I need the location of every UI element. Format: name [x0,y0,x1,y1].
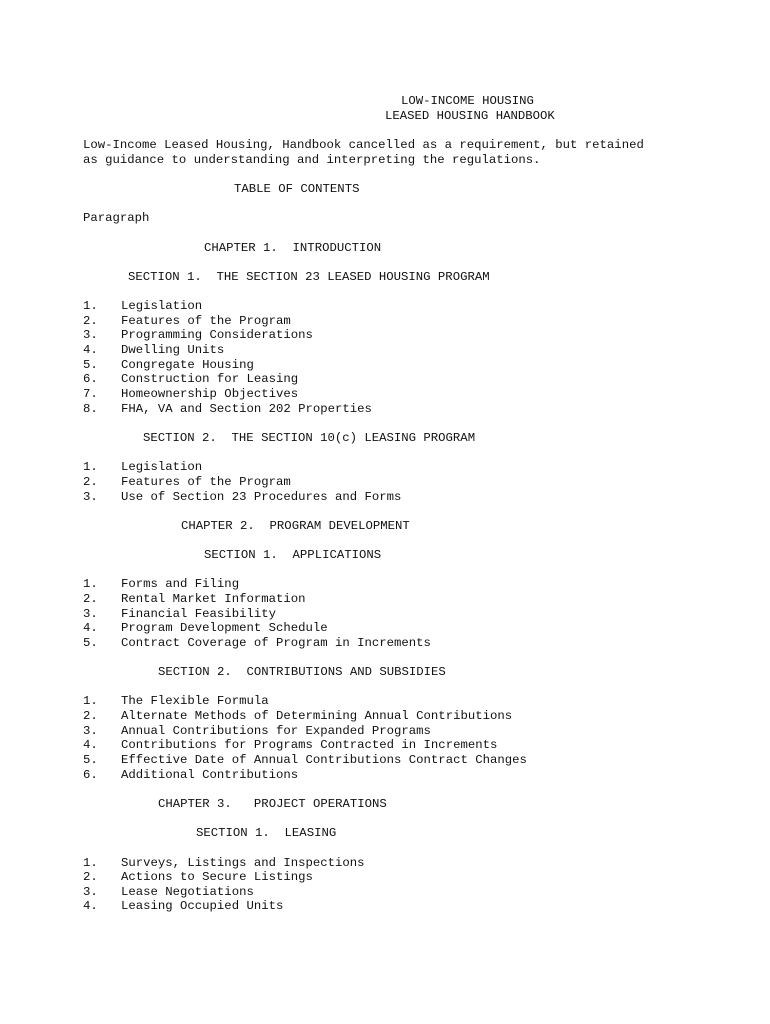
ch1-section-2-title: SECTION 2. THE SECTION 10(c) LEASING PROGRAM [143,431,476,445]
chapter-3-title: CHAPTER 3. PROJECT OPERATIONS [158,797,387,811]
toc-item: 2. Actions to Secure Listings [83,870,313,884]
toc-item: 4. Dwelling Units [83,343,225,357]
ch1-section-1-title: SECTION 1. THE SECTION 23 LEASED HOUSING PROGRAM [128,270,490,284]
notice-line-1: Low-Income Leased Housing, Handbook cancelled as a requirement, but retained [83,138,644,152]
toc-item: 4. Leasing Occupied Units [83,899,284,913]
toc-item: 3. Programming Considerations [83,328,313,342]
toc-item: 2. Alternate Methods of Determining Annual Contributions [83,709,513,723]
ch2-section-2-title: SECTION 2. CONTRIBUTIONS AND SUBSIDIES [158,665,446,679]
header-line-2: LEASED HOUSING HANDBOOK [385,109,555,123]
toc-item: 2. Features of the Program [83,475,291,489]
toc-item: 2. Rental Market Information [83,592,306,606]
toc-item: 7. Homeownership Objectives [83,387,299,401]
ch3-section-1-title: SECTION 1. LEASING [196,826,337,840]
toc-item: 5. Congregate Housing [83,358,254,372]
toc-item: 8. FHA, VA and Section 202 Properties [83,402,372,416]
chapter-2-title: CHAPTER 2. PROGRAM DEVELOPMENT [181,519,410,533]
toc-item: 2. Features of the Program [83,314,291,328]
toc-item: 1. Legislation [83,460,203,474]
toc-item: 5. Effective Date of Annual Contributions Contract Changes [83,753,527,767]
toc-item: 3. Annual Contributions for Expanded Programs [83,724,431,738]
toc-title: TABLE OF CONTENTS [234,182,360,196]
toc-item: 5. Contract Coverage of Program in Increments [83,636,431,650]
notice-line-2: as guidance to understanding and interpreting the regulations. [83,153,541,167]
paragraph-label: Paragraph [83,211,150,225]
toc-item: 3. Lease Negotiations [83,885,254,899]
header-line-1: LOW-INCOME HOUSING [401,94,534,108]
chapter-1-title: CHAPTER 1. INTRODUCTION [204,241,382,255]
toc-item: 1. Forms and Filing [83,577,240,591]
toc-item: 1. Surveys, Listings and Inspections [83,856,365,870]
toc-item: 3. Use of Section 23 Procedures and Forms [83,490,402,504]
ch2-section-1-title: SECTION 1. APPLICATIONS [204,548,382,562]
toc-item: 4. Program Development Schedule [83,621,328,635]
toc-item: 4. Contributions for Programs Contracted in Increments [83,738,498,752]
toc-item: 1. Legislation [83,299,203,313]
toc-item: 3. Financial Feasibility [83,607,276,621]
toc-item: 1. The Flexible Formula [83,694,269,708]
toc-item: 6. Construction for Leasing [83,372,299,386]
toc-item: 6. Additional Contributions [83,768,299,782]
